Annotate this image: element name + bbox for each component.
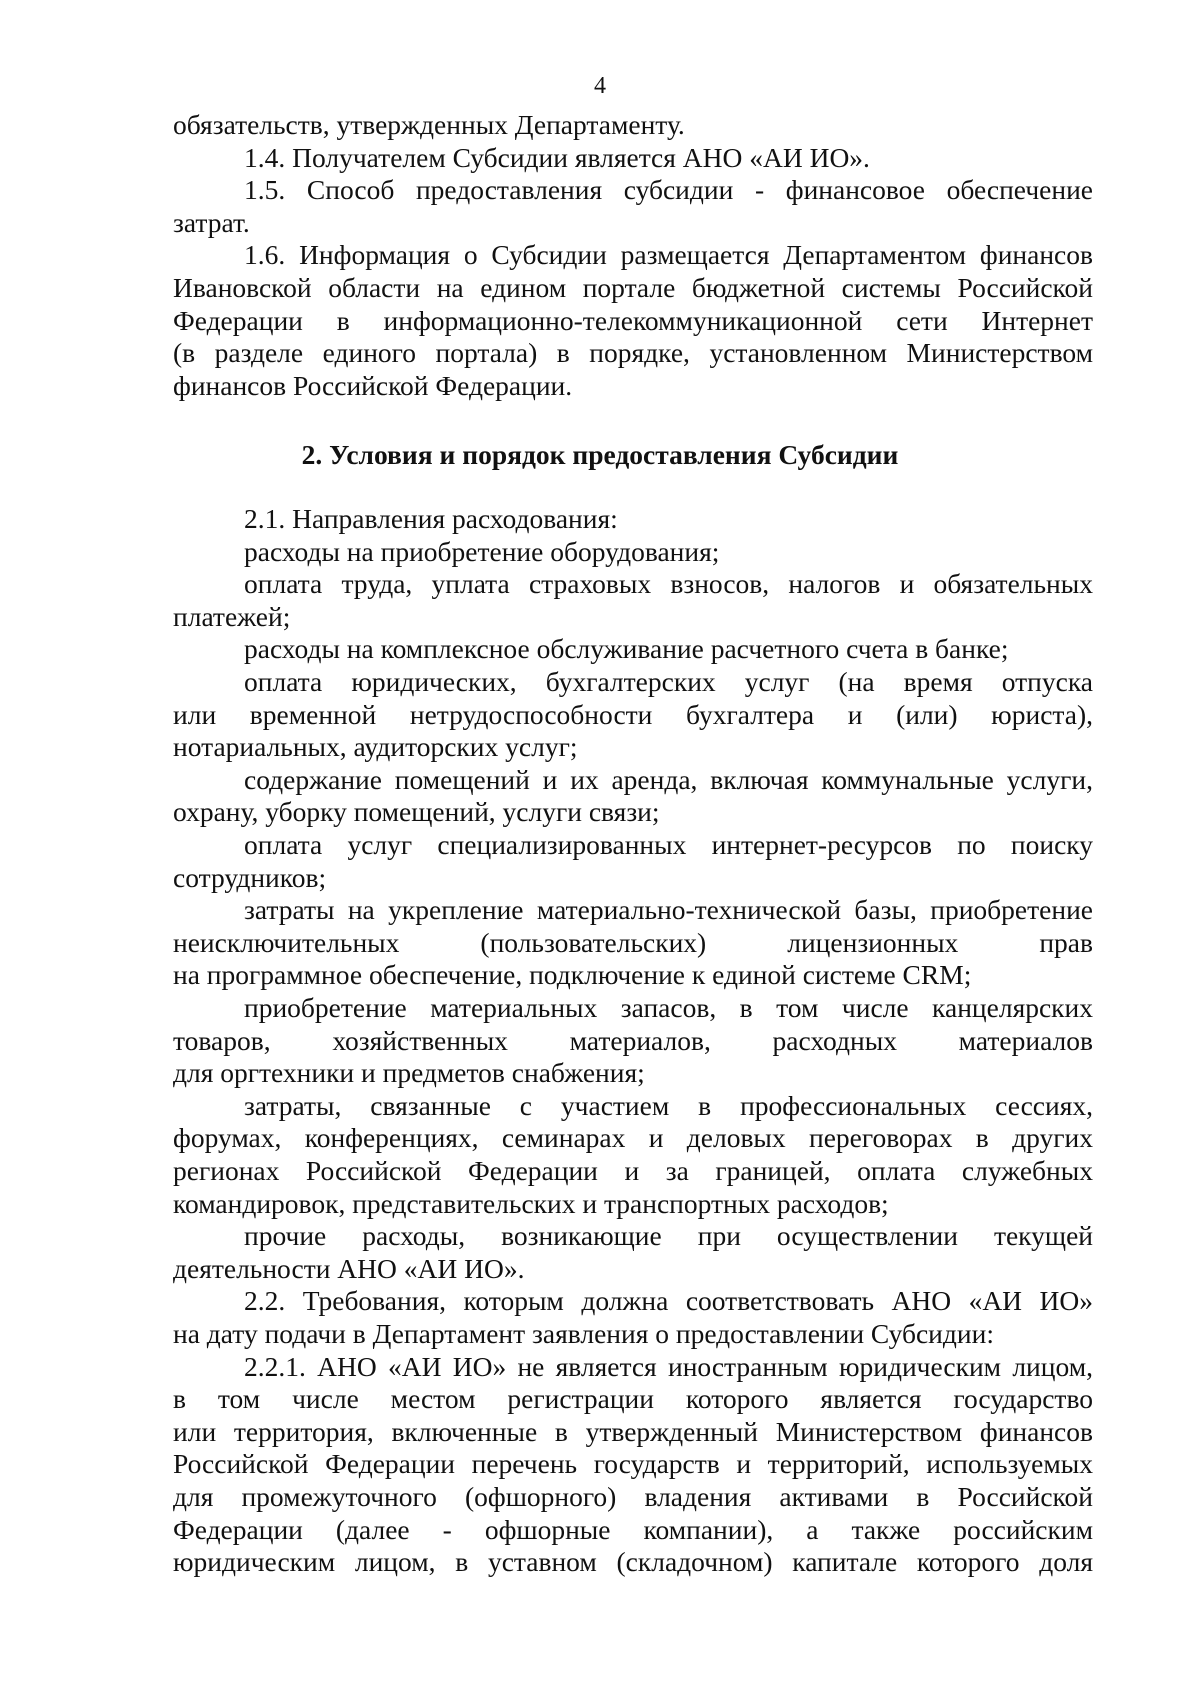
text-line: деятельности АНО «АИ ИО». (173, 1252, 525, 1284)
text-line: сотрудников; (173, 861, 327, 893)
text-line: затраты, связанные с участием в профессиональных сессиях, (244, 1089, 1093, 1121)
text-line: финансов Российской Федерации. (173, 369, 573, 401)
text-line: 1.5. Способ предоставления субсидии - финансовое обеспечение (244, 174, 1093, 206)
text-line: оплата юридических, бухгалтерских услуг (на время отпуска (244, 666, 1093, 697)
text-line: 1.6. Информация о Субсидии размещается Департаментом финансов (244, 239, 1093, 271)
text-line: оплата услуг специализированных интернет-ресурсов по поиску (244, 829, 1093, 860)
text-line: неисключительных (пользовательских) лицензионных прав (173, 926, 1093, 958)
text-line: на дату подачи в Департамент заявления о предоставлении Субсидии: (173, 1318, 994, 1349)
text-line: Федерации (далее - офшорные компании), а также российским (173, 1513, 1093, 1545)
text-line: 1.4. Получателем Субсидии является АНО «АИ ИО». (244, 141, 870, 173)
text-line: платежей; (173, 600, 291, 632)
text-line: в том числе местом регистрации которого является государство (173, 1383, 1093, 1415)
text-line: обязательств, утвержденных Департаменту. (173, 109, 685, 140)
text-line: затраты на укрепление материально-технической базы, приобретение (244, 894, 1093, 926)
text-line: расходы на приобретение оборудования; (244, 535, 720, 567)
text-line: для оргтехники и предметов снабжения; (173, 1057, 645, 1089)
text-line: прочие расходы, возникающие при осуществлении текущей (244, 1220, 1093, 1252)
text-line: форумах, конференциях, семинарах и деловых переговорах в других (173, 1122, 1093, 1154)
text-line: Федерации в информационно-телекоммуникационной сети Интернет (173, 304, 1093, 336)
text-line: затрат. (173, 206, 250, 238)
text-line: для промежуточного (офшорного) владения активами в Российской (173, 1481, 1093, 1512)
text-line: на программное обеспечение, подключение к единой системе CRM; (173, 959, 972, 991)
text-line: содержание помещений и их аренда, включая коммунальные услуги, (244, 763, 1093, 795)
text-line: 2.2.1. АНО «АИ ИО» не является иностранным юридическим лицом, (244, 1350, 1093, 1382)
text-line: или временной нетрудоспособности бухгалтера и (или) юриста), (173, 698, 1093, 730)
text-line: оплата труда, уплата страховых взносов, налогов и обязательных (244, 568, 1093, 600)
text-line: регионах Российской Федерации и за границей, оплата служебных (173, 1155, 1093, 1186)
text-line: Российской Федерации перечень государств и территорий, используемых (173, 1448, 1093, 1480)
text-line: расходы на комплексное обслуживание расчетного счета в банке; (244, 633, 1009, 665)
text-line: или территория, включенные в утвержденный Министерством финансов (173, 1415, 1093, 1447)
text-line: 2.2. Требования, которым должна соответствовать АНО «АИ ИО» (244, 1285, 1093, 1317)
text-line: приобретение материальных запасов, в том числе канцелярских (244, 992, 1093, 1023)
section-2-heading: 2. Условия и порядок предоставления Субсидии (301, 439, 899, 470)
text-line: 2.1. Направления расходования: (244, 503, 618, 534)
text-line: нотариальных, аудиторских услуг; (173, 731, 578, 763)
text-line: Ивановской области на едином портале бюджетной системы Российской (173, 272, 1093, 303)
text-line: товаров, хозяйственных материалов, расходных материалов (173, 1024, 1093, 1056)
text-line: юридическим лицом, в уставном (складочном) капитале которого доля (173, 1546, 1093, 1578)
text-line: командировок, представительских и транспортных расходов; (173, 1187, 889, 1219)
page-number: 4 (594, 73, 606, 99)
text-line: охрану, уборку помещений, услуги связи; (173, 796, 660, 828)
text-line: (в разделе единого портала) в порядке, установленном Министерством (173, 337, 1093, 369)
